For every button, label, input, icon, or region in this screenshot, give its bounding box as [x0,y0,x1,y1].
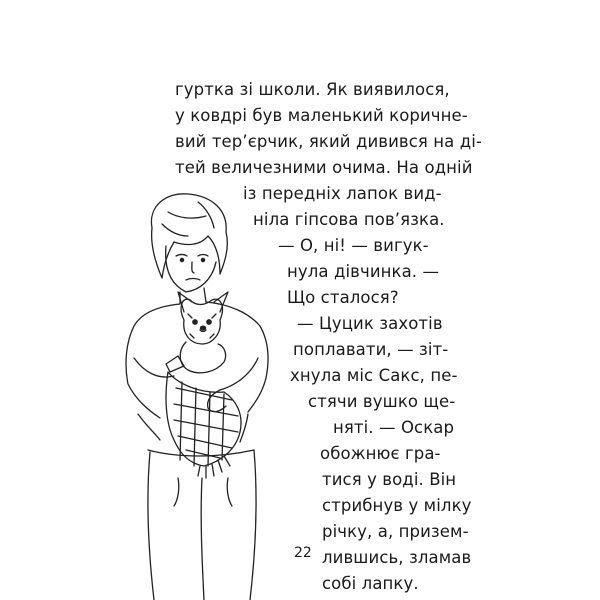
puppy-cast [166,356,184,372]
text-line: вий тер’єрчик, який дивився на ді- [175,132,482,151]
girl-right-arm [220,358,258,390]
text-line: ніла гіпсова пов’язка. [253,210,445,229]
girl-face [166,246,216,292]
text-line: лившись, зламав [322,548,472,567]
text-line: нула дівчинка. — [287,262,440,281]
text-line: — Цуцик захотів [297,314,443,333]
text-line: гуртка зі школи. Як виявилося, [175,80,450,99]
text-line: стрибнув у мілку [322,496,472,515]
girl-right-leg [250,450,256,600]
puppy-body [180,342,225,373]
text-line: стячи вушко ще- [308,392,456,411]
girl-mouth [186,279,200,281]
page-number: 22 [294,545,312,561]
text-line: обожнює гра- [320,444,441,463]
text-line: хнула міс Сакс, пе- [290,366,458,385]
girl-eyes [176,255,208,257]
girl-left-leg [148,452,154,600]
text-line: собі лапку. [322,574,419,593]
text-line: у ковдрі був маленький коричне- [175,106,468,125]
text-line: тися у воді. Він [322,470,457,489]
text-line: — О, ні! — вигук- [278,236,429,255]
puppy-head [181,299,222,344]
text-line: тей величезними очима. На одній [175,158,473,177]
text-line: Що сталося? [287,288,399,307]
girl-sweater [126,304,180,418]
text-line: річку, а, призем- [322,522,469,541]
girl-hair [151,194,227,278]
text-line: із передніх лапок вид- [243,184,442,203]
text-line: няті. — Оскар [333,418,455,437]
text-line: поплавати, — зіт- [293,340,449,359]
